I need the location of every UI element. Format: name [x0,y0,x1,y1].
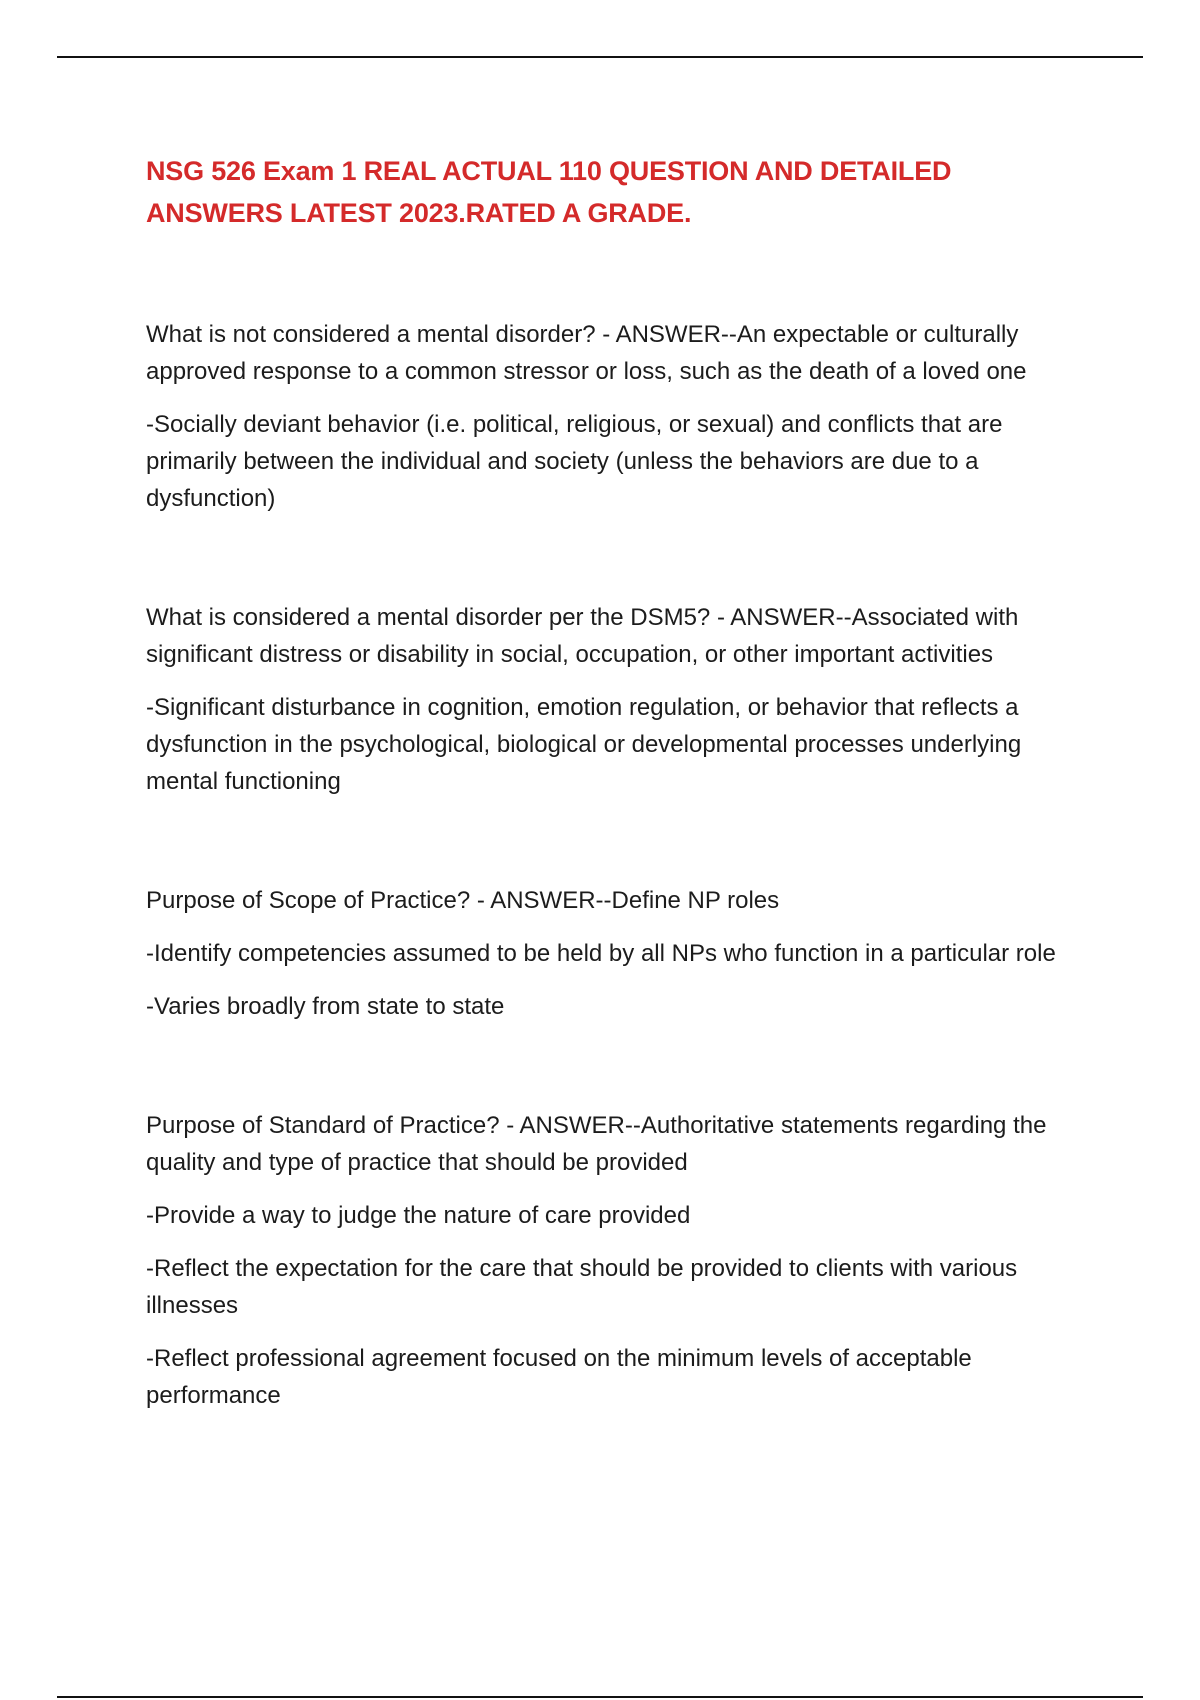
question-answer: What is not considered a mental disorder? - ANSWER--An expectable or culturally approved response to a common stressor or loss, such as the death of a loved one [146,321,1027,385]
question-answer: Purpose of Standard of Practice? - ANSWER--Authoritative statements regarding the quality and type of practice that should be provided [146,1112,1047,1176]
header-rule [57,56,1143,58]
answer-point: -Provide a way to judge the nature of care provided [146,1202,691,1229]
footer-rule [57,1696,1143,1698]
answer-point: -Significant disturbance in cognition, emotion regulation, or behavior that reflects a dysfunction in the psychological, biological or developmental processes underlying mental functioning [146,694,1022,795]
answer-point: -Socially deviant behavior (i.e. political, religious, or sexual) and conflicts that are primarily between the individual and society (unless the behaviors are due to a dysfunction) [146,411,1003,512]
qa-block [146,1107,1086,1414]
document-body [146,150,1086,1414]
answer-point: -Varies broadly from state to state [146,993,505,1020]
question-answer: What is considered a mental disorder per the DSM5? - ANSWER--Associated with significant distress or disability in social, occupation, or other important activities [146,604,1019,668]
qa-block [146,882,1086,1025]
qa-block [146,599,1086,800]
document-title: NSG 526 Exam 1 REAL ACTUAL 110 QUESTION AND DETAILED ANSWERS LATEST 2023.RATED A GRADE. [146,156,952,228]
qa-block [146,316,1086,517]
question-answer: Purpose of Scope of Practice? - ANSWER--Define NP roles [146,887,780,914]
answer-point: -Reflect professional agreement focused on the minimum levels of acceptable performance [146,1345,972,1409]
answer-point: -Reflect the expectation for the care that should be provided to clients with various illnesses [146,1255,1018,1319]
answer-point: -Identify competencies assumed to be held by all NPs who function in a particular role [146,940,1056,967]
